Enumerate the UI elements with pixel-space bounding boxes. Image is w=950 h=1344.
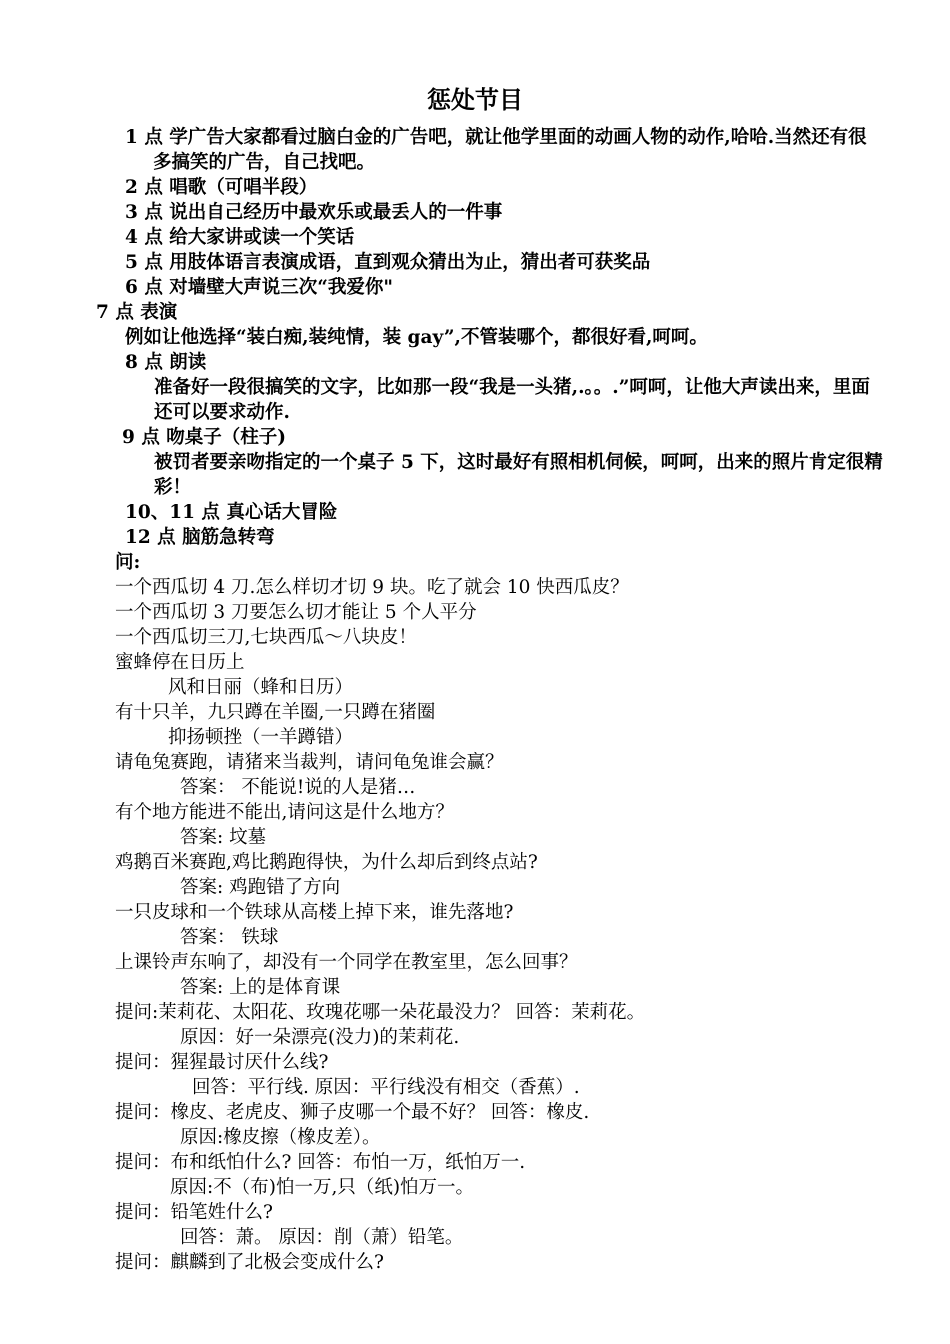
riddle-answer: 答案: 坟墓: [180, 827, 267, 848]
riddle-line: 提问：麒麟到了北极会变成什么?: [115, 1252, 384, 1273]
riddle-answer: 答案: 上的是体育课: [180, 977, 341, 998]
page-title: 惩处节目: [427, 85, 523, 114]
riddle-answer: 答案： 铁球: [180, 927, 279, 948]
item-1-text: 1 点 学广告大家都看过脑白金的广告吧，就让他学里面的动画人物的动作,哈哈.当然还有很多搞笑的广告，自己找吧。: [125, 127, 867, 173]
riddle-line: 一个西瓜切 4 刀.怎么样切才切 9 块。吃了就会 10 快西瓜皮？: [115, 577, 629, 598]
item-4: 4 点 给大家讲或读一个笑话: [125, 227, 355, 248]
riddle-line: 上课铃声东响了，却没有一个同学在教室里，怎么回事？: [115, 952, 578, 973]
item-5: 5 点 用肢体语言表演成语，直到观众猜出为止，猜出者可获奖品: [125, 252, 651, 273]
riddle-answer: 回答：萧。 原因：削（萧）铅笔。: [180, 1227, 464, 1248]
riddle-line: 提问：橡皮、老虎皮、狮子皮哪一个最不好？ 回答：橡皮.: [115, 1102, 590, 1123]
riddle-line: 一个西瓜切三刀,七块西瓜～八块皮！: [115, 627, 417, 648]
riddle-answer: 原因:不（布)怕一万,只（纸)怕万一。: [170, 1177, 475, 1198]
riddle-line: 一只皮球和一个铁球从高楼上掉下来，谁先落地?: [115, 902, 514, 923]
question-label: 问:: [115, 552, 141, 573]
riddle-answer: 原因：好一朵漂亮(没力)的茉莉花.: [180, 1027, 460, 1048]
item-6: 6 点 对墙壁大声说三次“我爱你": [125, 277, 394, 298]
item-1: [125, 125, 883, 175]
item-3: 3 点 说出自己经历中最欢乐或最丢人的一件事: [125, 202, 503, 223]
riddle-line: 提问:茉莉花、太阳花、玫瑰花哪一朵花最没力？ 回答：茉莉花。: [115, 1002, 646, 1023]
riddle-answer: 回答：平行线. 原因：平行线没有相交（香蕉）.: [192, 1077, 580, 1098]
item-10-11: 10、11 点 真心话大冒险: [125, 502, 338, 523]
riddle-line: 有个地方能进不能出,请问这是什么地方？: [115, 802, 454, 823]
item-8: 8 点 朗读: [125, 352, 207, 373]
item-2: 2 点 唱歌（可唱半段）: [125, 177, 318, 198]
riddle-answer: 答案: 鸡跑错了方向: [180, 877, 341, 898]
item-9-detail: 被罚者要亲吻指定的一个桌子 5 下，这时最好有照相机伺候，呵呵，出来的照片肯定很精彩！: [154, 452, 883, 498]
item-7-detail: 例如让他选择“装白痴,装纯情，装 gay”,不管装哪个，都很好看,呵呵。: [125, 327, 708, 348]
item-9: 9 点 吻桌子（柱子): [122, 427, 287, 448]
item-8-detail: 准备好一段很搞笑的文字，比如那一段“我是一头猪,.。。.”呵呵，让他大声读出来，里面还可以要求动作.: [154, 377, 870, 423]
riddle-answer: 原因:橡皮擦（橡皮差）。: [180, 1127, 381, 1148]
riddle-line: 提问：布和纸怕什么? 回答：布怕一万，纸怕万一.: [115, 1152, 526, 1173]
riddle-answer: 答案： 不能说!说的人是猪…: [180, 777, 416, 798]
riddle-line: 一个西瓜切 3 刀要怎么切才能让 5 个人平分: [115, 602, 477, 623]
riddle-line: 有十只羊，九只蹲在羊圈,一只蹲在猪圈: [115, 702, 436, 723]
item-7: 7 点 表演: [96, 302, 178, 323]
riddle-line: 蜜蜂停在日历上: [115, 652, 245, 673]
riddle-line: 提问：铅笔姓什么?: [115, 1202, 273, 1223]
riddle-line: 请龟兔赛跑，请猪来当裁判，请问龟兔谁会赢？: [115, 752, 504, 773]
riddle-line: 提问：猩猩最讨厌什么线?: [115, 1052, 329, 1073]
item-12: 12 点 脑筋急转弯: [125, 527, 275, 548]
riddle-answer: 抑扬顿挫（一羊蹲错）: [168, 727, 354, 748]
riddle-line: 鸡鹅百米赛跑,鸡比鹅跑得快，为什么却后到终点站?: [115, 852, 538, 873]
riddle-answer: 风和日丽（蜂和日历）: [168, 677, 354, 698]
